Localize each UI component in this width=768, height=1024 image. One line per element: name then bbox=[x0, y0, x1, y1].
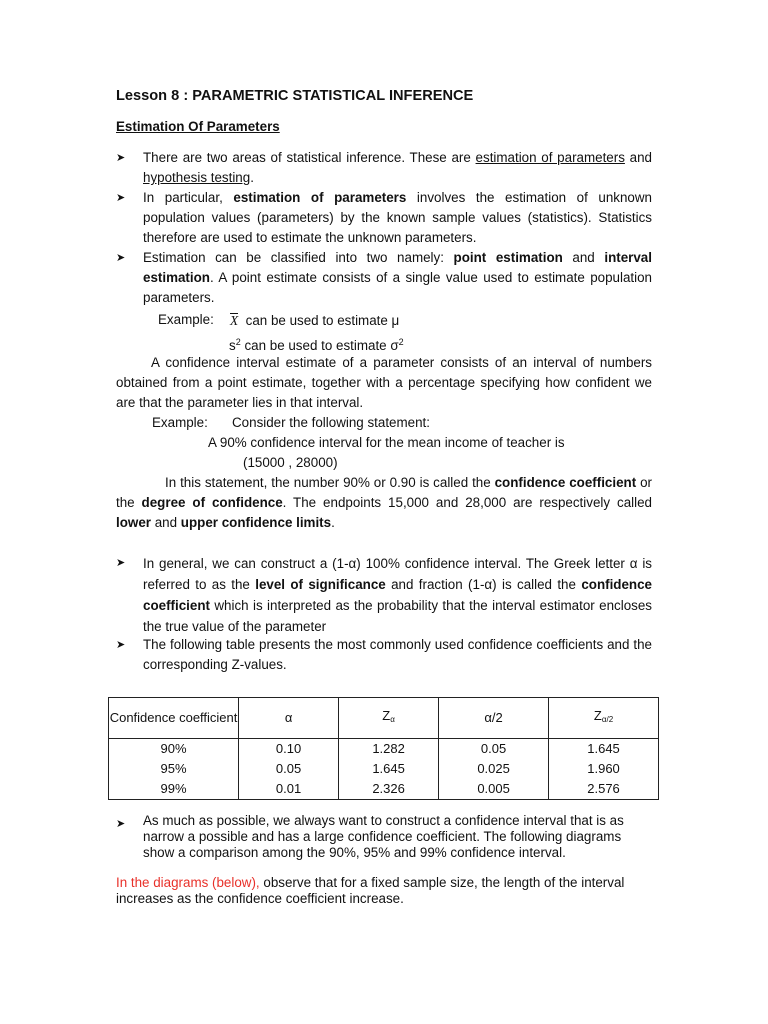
example-statement: A 90% confidence interval for the mean income of teacher is bbox=[208, 435, 565, 450]
link-hypothesis-testing: hypothesis testing bbox=[143, 170, 251, 185]
red-highlight-text: In the diagrams (below), bbox=[116, 875, 260, 890]
bullet-general-construction bbox=[116, 553, 652, 637]
table-row bbox=[109, 759, 659, 779]
table-cell: 0.10 bbox=[239, 739, 339, 760]
bullet-two-areas bbox=[116, 148, 652, 188]
table-cell: 1.282 bbox=[339, 739, 439, 760]
table-cell: 2.576 bbox=[549, 779, 659, 800]
bullet-estimation-types bbox=[116, 248, 652, 308]
statement-paragraph: In this statement, the number 90% or 0.90 is called the confidence coefficient or the degree of confidence. The endpoints 15,000 and 28,000 are respectively called lower and upper confidence limits. bbox=[116, 475, 653, 530]
header-alpha-half: α/2 bbox=[439, 698, 549, 739]
confidence-coefficient-table bbox=[108, 697, 659, 800]
table-cell: 2.326 bbox=[339, 779, 439, 800]
section-heading: Estimation Of Parameters bbox=[116, 119, 280, 134]
table-cell: 90% bbox=[109, 739, 239, 760]
table-cell: 1.645 bbox=[339, 759, 439, 779]
example-xbar-line: X can be used to estimate μ bbox=[230, 311, 399, 331]
header-alpha: α bbox=[239, 698, 339, 739]
bullet-estimation-definition bbox=[116, 188, 652, 248]
arrowhead-bullet-icon: ➤ bbox=[116, 152, 126, 164]
table-row bbox=[109, 779, 659, 800]
bullet-text: Estimation can be classified into two namely: point estimation and interval estimation. A point estimate consists of a single value used to estimate population parameters. bbox=[143, 250, 652, 305]
confidence-interval-paragraph: A confidence interval estimate of a parameter consists of an interval of numbers obtained from a point estimate, together with a percentage specifying how confident we are that the parameter lies in that interval. bbox=[116, 355, 652, 410]
table-cell: 0.025 bbox=[439, 759, 549, 779]
example-s2-line: $s^2$ can be used to estimate $\sigma^2$ bbox=[229, 337, 404, 353]
arrowhead-bullet-icon: ➤ bbox=[116, 192, 126, 204]
lesson-title: Lesson 8 : PARAMETRIC STATISTICAL INFERENCE bbox=[116, 88, 474, 104]
header-z-alpha-half: $Z_{\alpha/2}$ bbox=[549, 698, 659, 739]
bullet-text: As much as possible, we always want to construct a confidence interval that is as narrow a possible and has a large confidence coefficient. The following diagrams show a comparison among the 90%, 95% and 99% confidence interval. bbox=[143, 813, 624, 860]
bullet-text: In general, we can construct a (1-α) 100% confidence interval. The Greek letter α is referred to as the level of significance and fraction (1-α) is called the confidence coefficient which is interpreted as the probability that the interval estimator encloses the true value of the parameter bbox=[143, 556, 652, 634]
bullet-table-intro bbox=[116, 635, 652, 675]
header-confidence-coefficient: Confidence coefficient bbox=[109, 698, 239, 739]
bullet-narrow-interval bbox=[116, 813, 652, 861]
bullet-text: The following table presents the most commonly used confidence coefficients and the corresponding Z-values. bbox=[143, 637, 652, 672]
example-label: Example: bbox=[152, 415, 208, 430]
arrowhead-bullet-icon: ➤ bbox=[116, 252, 126, 264]
table-cell: 95% bbox=[109, 759, 239, 779]
arrowhead-bullet-icon: ➤ bbox=[116, 818, 126, 830]
table-cell: 0.05 bbox=[239, 759, 339, 779]
link-estimation-of-parameters: estimation of parameters bbox=[475, 150, 625, 165]
table-cell: 1.645 bbox=[549, 739, 659, 760]
bullet-text: In particular, estimation of parameters involves the estimation of unknown population values (parameters) by the known sample values (statistics). Statistics therefore are used to estimate the unknown parameters. bbox=[143, 190, 652, 245]
table-cell: 0.005 bbox=[439, 779, 549, 800]
table-cell: 0.01 bbox=[239, 779, 339, 800]
diagram-note-paragraph: In the diagrams (below), observe that for a fixed sample size, the length of the interval increases as the confidence coefficient increase. bbox=[116, 875, 625, 906]
header-z-alpha: $Z_\alpha$ bbox=[339, 698, 439, 739]
arrowhead-bullet-icon: ➤ bbox=[116, 639, 126, 651]
example-intro: Consider the following statement: bbox=[232, 415, 430, 430]
bullet-text: There are two areas of statistical inference. These are estimation of parameters and hypothesis testing. bbox=[143, 150, 652, 185]
x-bar-symbol: X bbox=[230, 311, 238, 331]
example-interval: (15000 , 28000) bbox=[243, 455, 338, 470]
example-label: Example: bbox=[158, 312, 214, 327]
table-cell: 1.960 bbox=[549, 759, 659, 779]
arrowhead-bullet-icon: ➤ bbox=[116, 557, 126, 569]
table-row bbox=[109, 739, 659, 760]
table-cell: 99% bbox=[109, 779, 239, 800]
table-header-row bbox=[109, 698, 659, 739]
table-cell: 0.05 bbox=[439, 739, 549, 760]
